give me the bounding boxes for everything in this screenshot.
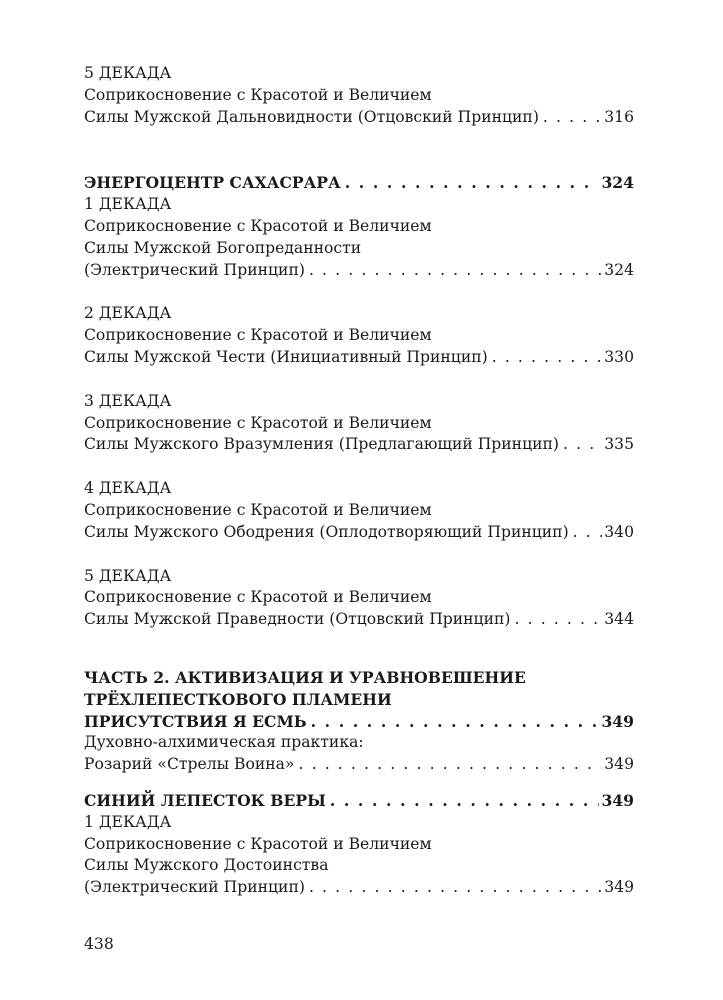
entry-title: Силы Мужской Праведности (Отцовский Принцип) xyxy=(84,610,511,629)
page-ref: 335 xyxy=(604,435,634,454)
dot-leader xyxy=(559,434,602,456)
toc-page xyxy=(84,63,634,899)
toc-line[interactable] xyxy=(84,877,634,899)
page-ref: 324 xyxy=(601,173,634,193)
page-ref: 324 xyxy=(604,260,634,279)
decade-label: 1 ДЕКАДА xyxy=(84,195,172,214)
decade-label: 5 ДЕКАДА xyxy=(84,566,172,585)
toc-line[interactable] xyxy=(84,260,634,282)
toc-line[interactable] xyxy=(84,754,634,776)
page-number: 438 xyxy=(84,935,114,953)
toc-part-2 xyxy=(84,667,634,776)
section-heading-line[interactable] xyxy=(84,172,634,194)
toc-entry-decade-1 xyxy=(84,194,634,281)
toc-entry-decade-3 xyxy=(84,391,634,456)
dot-leader xyxy=(294,754,602,776)
page-ref: 316 xyxy=(604,107,634,126)
entry-title: Силы Мужской Дальновидности (Отцовский Принцип) xyxy=(84,107,539,126)
page-ref: 344 xyxy=(604,610,634,629)
decade-label: 1 ДЕКАДА xyxy=(84,812,172,831)
entry-title: Розарий «Стрелы Воина» xyxy=(84,755,295,774)
part-heading-line[interactable] xyxy=(84,711,634,733)
page-ref: 349 xyxy=(601,790,634,810)
dot-leader xyxy=(510,609,602,631)
toc-line[interactable] xyxy=(84,347,634,369)
part-heading: ПРИСУТСТВИЯ Я ЕСМЬ xyxy=(84,711,307,731)
dot-leader xyxy=(341,172,600,194)
toc-line[interactable] xyxy=(84,522,634,544)
decade-label: 4 ДЕКАДА xyxy=(84,479,172,498)
part-heading: ТРЁХЛЕПЕСТКОВОГО ПЛАМЕНИ xyxy=(84,689,392,709)
page-ref: 330 xyxy=(604,347,634,366)
entry-subtitle: Соприкосновение с Красотой и Величием xyxy=(84,326,432,345)
toc-line[interactable] xyxy=(84,107,634,129)
dot-leader xyxy=(326,790,600,812)
page-ref: 349 xyxy=(601,711,634,731)
toc-section-sahasrara xyxy=(84,172,634,631)
entry-title: Силы Мужской Чести (Инициативный Принцип) xyxy=(84,347,488,366)
toc-entry-decade-5 xyxy=(84,566,634,631)
section-heading-line[interactable] xyxy=(84,790,634,812)
page-ref: 349 xyxy=(604,878,634,897)
entry-subtitle: Соприкосновение с Красотой и Величием xyxy=(84,500,432,519)
entry-subtitle: Соприкосновение с Красотой и Величием xyxy=(84,588,432,607)
entry-title: Силы Мужского Вразумления (Предлагающий Принцип) xyxy=(84,435,559,454)
entry-title: (Электрический Принцип) xyxy=(84,260,305,279)
dot-leader xyxy=(305,877,602,899)
entry-title: (Электрический Принцип) xyxy=(84,878,305,897)
dot-leader xyxy=(539,107,602,129)
entry-subtitle: Силы Мужского Достоинства xyxy=(84,856,329,875)
decade-label: 3 ДЕКАДА xyxy=(84,391,172,410)
toc-section-blue-petal xyxy=(84,790,634,899)
entry-title: Силы Мужского Ободрения (Оплодотворяющий Принцип) xyxy=(84,522,569,541)
dot-leader xyxy=(307,711,600,733)
page-ref: 340 xyxy=(604,522,634,541)
part-heading: ЧАСТЬ 2. АКТИВИЗАЦИЯ И УРАВНОВЕШЕНИЕ xyxy=(84,667,526,687)
section-heading: СИНИЙ ЛЕПЕСТОК ВЕРЫ xyxy=(84,790,326,810)
entry-subtitle: Соприкосновение с Красотой и Величием xyxy=(84,834,432,853)
section-heading: ЭНЕРГОЦЕНТР САХАСРАРА xyxy=(84,173,341,193)
toc-entry-decade-4 xyxy=(84,478,634,543)
entry-subtitle: Духовно-алхимическая практика: xyxy=(84,733,364,752)
page-ref: 349 xyxy=(604,755,634,774)
decade-label: 5 ДЕКАДА xyxy=(84,64,172,82)
entry-subtitle: Соприкосновение с Красотой и Величием xyxy=(84,216,432,235)
entry-subtitle: Соприкосновение с Красотой и Величием xyxy=(84,85,432,104)
toc-line[interactable] xyxy=(84,434,634,456)
dot-leader xyxy=(569,522,603,544)
entry-subtitle: Силы Мужской Богопреданности xyxy=(84,238,362,257)
toc-entry-decade-5-first xyxy=(84,63,634,128)
toc-entry-decade-2 xyxy=(84,303,634,368)
entry-subtitle: Соприкосновение с Красотой и Величием xyxy=(84,413,432,432)
dot-leader xyxy=(488,347,603,369)
decade-label: 2 ДЕКАДА xyxy=(84,304,172,323)
dot-leader xyxy=(305,260,602,282)
toc-line[interactable] xyxy=(84,609,634,631)
